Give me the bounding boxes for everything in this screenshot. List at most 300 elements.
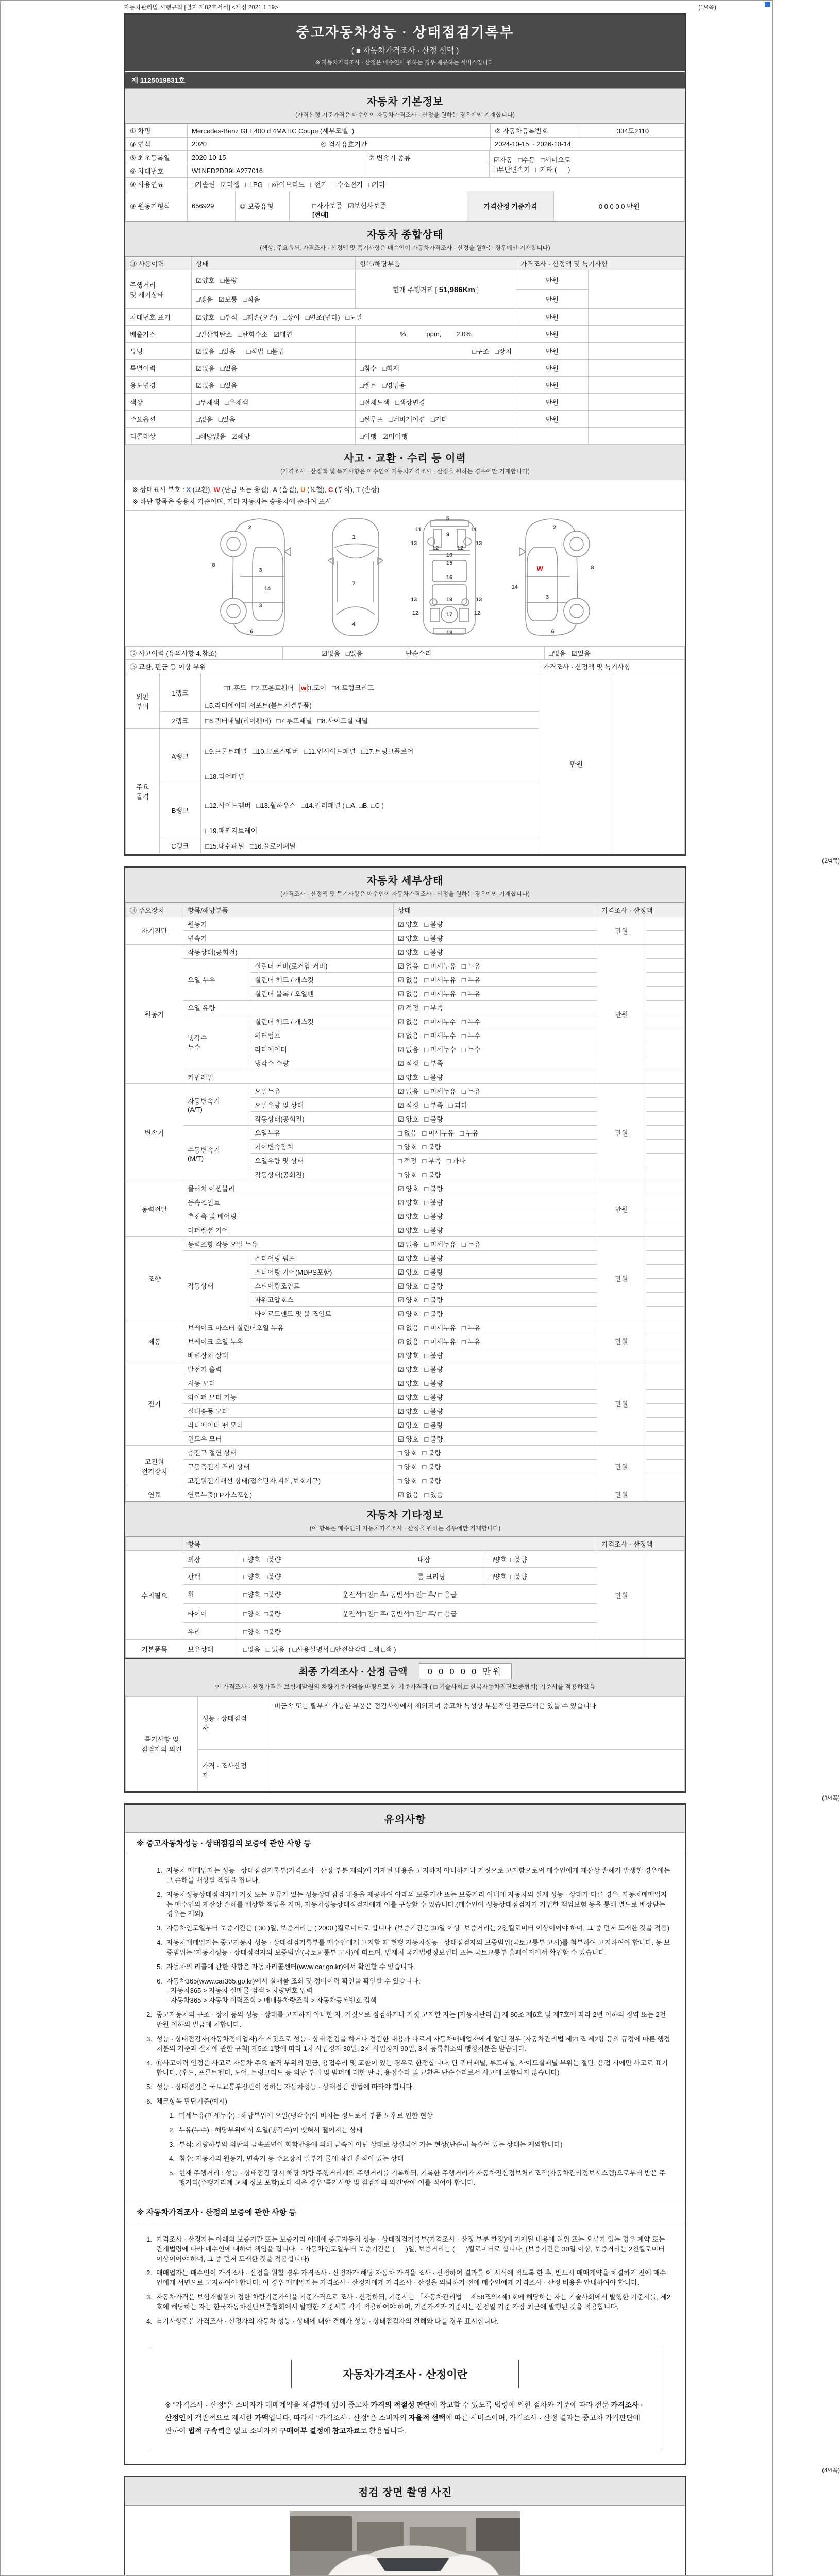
text-segment: 은 없고 소비자의 [224,2427,280,2435]
vin-label: ⑥ 차대번호 [126,164,188,178]
state-checkboxes: ☑ 양호 □ 불량 [394,931,597,945]
basic-info-table-row3 [125,150,685,178]
tr-element [126,138,685,151]
scrollbar-thumb[interactable] [765,2,770,7]
simple-repair-label: 단순수리 [401,647,545,660]
possession-state: □없음 □ 있음 ( □사용설명서 □안전삼각대 □잭 □잭 ) [239,1640,597,1658]
diagram-label: 7 [352,581,356,587]
rank2-items: □6.쿼터패널(리어휀더) □7.루프패널 □8.사이드실 패널 [201,712,539,729]
note-number: 5. [146,2083,152,2091]
inspector-label: 성능 · 상태점검 자 [198,1697,270,1750]
mileage-prefix: 현재 주행거리 [ [392,286,439,294]
note-item [140,2268,670,2288]
detail-state-header [125,868,685,903]
note-item [140,2097,670,2107]
status-symbol: T [356,486,360,494]
item-label: 실내송풍 모터 [183,1404,394,1418]
accident-history-subtitle: (가격조사 · 산정액 및 특기사항은 매수인이 자동차가격조사 · 산정을 원하는 경우에만 기재합니다) [280,469,530,475]
note-number: 2. [146,2011,152,2019]
emission-label: 배출가스 [126,326,192,343]
td-element [589,411,685,428]
mileage-price2: 만원 [516,290,589,309]
note-text: 자동차 매매업자는 성능 · 상태점검기록부(가격조사 · 산정 부분 제외)에 기재된 내용을 고지하지 아니하거나 거짓으로 고지함으로써 매수인에게 재산상 손해가 발생한 경우에는 그 손해를 배상할 책임을 집니다. [166,1867,673,1884]
section-box-4 [124,2476,686,2576]
item-label: 브레이크 오일 누유 [183,1334,394,1348]
overall-status-header [125,221,685,257]
note-cell [646,1334,685,1348]
tuning-price: 만원 [516,343,589,360]
item-label: 브레이크 마스터 실린더오일 누유 [183,1320,394,1334]
path-element [377,2558,449,2571]
note-number: 2. [146,2269,152,2277]
etc-info-subtitle: (이 항목은 매수인이 자동차가격조사 · 산정을 원하는 경우에만 기재합니다) [309,1526,501,1532]
diagram-label: 17 [446,611,453,618]
note-item [140,2235,670,2264]
note-text: 매매업자는 매수인이 가격조사 · 산정을 원할 경우 가격조사 · 산정자가 해당 자동차 가격을 조사 · 산정하여 결과를 이 서식에 적도록 한 후, 반드시 매매계약을 체결하기 전에 매수인에게 서면으로 고지하여야 합니다. 이 경우 매매업자는 가격조사 · 산정자에게 가격조사 · 산정을 의뢰하기 전에 매수인에게 가격조사 · 산정 비용을 안내하여야 합니다. [156,2269,666,2287]
note-number: 4. [157,1939,162,1947]
status-symbol-legend [125,480,685,496]
item-label: 실린더 커버(로커암 커버) [250,959,394,973]
tuning-state: ☑없음 □있음 □적법 □불법 [192,343,356,360]
col-usage-history: ⑪ 사용이력 [126,257,192,270]
state-checkboxes: ☑ 없음 □ 미세누유 □ 누유 [394,1320,597,1334]
item-label: 윈도우 모터 [183,1432,394,1446]
state-checkboxes: ☑ 적정 □ 부족 [394,1056,597,1070]
state-checkboxes: ☑ 양호 □ 불량 [394,945,597,959]
note-text: 자동차가격은 보험개발원이 정한 차량기준가액을 기준가격으로 조사 · 산정하되, 기준서는 「자동차관리법」 제58조의4제1호에 해당하는 자는 기술사회에서 발행한 기준서를, 제2호에 해당하는 자는 한국자동차진단보증협회에서 발행한 기준서를 각각 적용하여야 하며, 기준가격과 기준서는 산정일 기준 가장 최근에 발행된 것을 적용합니다. [156,2293,670,2311]
diagram-label: W [536,565,543,573]
circle-element [221,598,246,624]
item-label: 라디에이터 팬 모터 [183,1418,394,1432]
table-row [126,1446,685,1460]
note-text: 현재 주행거리 : 성능 · 상태점검 당시 해당 차량 주행거리계의 주행거리를 기록하되, 기록한 주행거리가 자동차전산정보처리조직(자동차관리정보시스템)으로부터 받은 주행거리(주행거리계 교체 정보 포함)보다 적은 경우 '특기사항 및 점검자의 의견'란에 이를 적어야 합니다. [179,2169,666,2187]
notices-subhead-2: ※ 자동차가격조사 · 산정의 보증에 관한 사항 등 [125,2201,685,2223]
basic-info-table-row1 [125,124,685,138]
car-diagram-left-side [210,516,300,638]
rank1-items-mid: 3.도어 □4.트렁크리드 [308,684,374,692]
note-cell [646,1404,685,1418]
rankB-label: B랭크 [160,783,201,837]
warranty-checkbox-text: □자가보증 ☑보험사보증 [312,202,387,210]
status-symbol-label: (판금 또는 용접), [220,486,273,494]
base-price-label: 가격산정 기준가격 [467,191,554,221]
exchange-repair-table [125,659,685,854]
text-segment: 로 활용됩니다. [360,2427,406,2435]
recall-label: 리콜대상 [126,428,192,445]
div-element [247,2465,840,2476]
diagram-label: 8 [591,565,594,571]
item-label: 오일 유량 [183,1001,394,1014]
note-number: 3. [169,2140,175,2148]
rank1-w-mark: w [299,684,308,692]
mileage-state2: □많음 ☑보통 □적음 [192,290,356,309]
tr-element [126,903,685,917]
etc-info-table [125,1537,685,1658]
text-segment: 이 객관적으로 제시한 [186,2413,255,2422]
state-checkboxes: ☑ 없음 □ 미세누수 □ 누수 [394,1028,597,1042]
td-element [589,360,685,377]
note-text: 가격조사 · 산정자는 아래의 보증기간 또는 보증거리 이내에 중고자동차 성능 · 상태점검기록부(가격조사 · 산정 부분 한정)에 기재된 내용에 허위 또는 오류가 있는 경우 계약 또는 관계법령에 따라 매수인에 대하여 책임을 집니다. · 자동차인도일부터 보증기간은 ( )일, 보증거리는 ( )킬로미터로 합니다. (보증기간은 30일 이상, 보증거리는 2천킬로미터 이상이어야 하며, 그 중 먼저 도래한 것을 적용합니다) [156,2235,667,2263]
device-group-label: 전기 [126,1362,183,1446]
diagram-label: 1 [352,534,356,540]
item-label: 시동 모터 [183,1376,394,1390]
usage-change-state: ☑없음 □있음 [192,377,356,394]
note-item [140,2082,670,2092]
note-cell [646,1432,685,1446]
rank1-label: 1랭크 [160,673,201,712]
tire-positions: 운전석□ 전□ 후/ 동반석□ 전□ 후/ □ 응급 [338,1604,597,1623]
note-text: 자동차인도일부터 보증기간은 ( 30 )일, 보증거리는 ( 2000 )킬로미터로 합니다. (보증기간은 30일 이상, 보증거리는 2천킬로미터 이상이어야 하며, 그 중 먼저 도래한 것을 적용) [166,1924,670,1933]
tr-element [126,360,685,377]
tbody-element [126,178,685,191]
reg-number-value: 334도2110 [581,124,685,138]
status-symbol: W [213,486,220,494]
tr-element [126,309,685,326]
item-label: 변속기 [183,931,394,945]
main-frame-group-label: 주요 골격 [126,729,160,854]
text-segment: 가액 [254,2413,269,2422]
tr-element [126,124,685,138]
state-checkboxes: ☑ 없음 □ 미세누수 □ 누수 [394,1042,597,1056]
basic-info-title: 자동차 기본정보 [366,96,444,108]
note-cell [646,931,685,945]
device-group-label: 동력전달 [126,1181,183,1237]
warranty-type-label: ⑩ 보증유형 [236,191,290,221]
notices-header [125,1805,685,1833]
fuel-label: ⑧ 사용연료 [126,178,188,191]
td-element [589,309,685,326]
basic-info-subtitle: (가격산정 기준가격은 매수인이 자동차가격조사 · 산정을 원하는 경우에만 기재합니다) [295,112,515,118]
note-text: 부식: 차량하부와 외판의 금속표면이 화학반응에 의해 금속이 아닌 상태로 상실되어 가는 현상(단순히 녹슬어 있는 상태는 제외합니다) [179,2140,563,2148]
status-symbol: A [272,486,278,494]
note-number: 3. [157,1924,162,1933]
device-group-label: 제동 [126,1320,183,1362]
price-cell: 만원 [597,1237,646,1320]
item-label: 실린더 헤드 / 개스킷 [250,1014,394,1028]
car-diagram-bottom [411,516,488,638]
rankA-line2: □18.리어패널 [205,773,245,781]
car-damage-diagrams [125,511,685,646]
etc-col-price: 가격조사 · 산정액 [597,1537,685,1551]
state-checkboxes: ☑ 양호 □ 불량 [394,1404,597,1418]
document-number: 제 1125019831호 [125,71,685,88]
note-cell [646,1140,685,1154]
first-reg-value: 2020-10-15 [188,151,364,164]
note-cell [646,1084,685,1098]
diagram-label: 5 [446,516,450,522]
item-label: 디퍼렌셜 기어 [183,1223,394,1237]
item-label: 구동축전지 격리 상태 [183,1460,394,1473]
tbody-element [126,1697,685,1791]
g-element [221,519,291,635]
options-items: □썬루프 □네비게이션 □기타 [356,411,516,428]
item-label: 냉각수 수량 [250,1056,394,1070]
text-segment: 자율적 선택 [408,2413,446,2422]
item-label: 파워고압호스 [250,1293,394,1307]
vin-mark-label: 차대번호 표기 [126,309,192,326]
note-cell [646,1237,685,1251]
vin-value: W1NFD2DB9LA277016 [188,164,364,178]
note-text: 성능 · 상태점검자(자동차정비업자)가 거짓으로 성능 · 상태 점검을 하거나 점검한 내용과 다르게 자동차매매업자에게 알린 경우 [자동차관리법 제21조 제2항 등의 규정에 따른 행정처분의 기준과 절차에 관한 규칙] 제5조 1항에 따라 1차 사업정지 30일, 2차 사업정지 90일, 3차 등록취소의 행정처분을 받습니다. [156,2035,670,2053]
note-cell [646,1320,685,1334]
opinion-group-label: 특기사항 및 점검자의 의견 [126,1697,198,1791]
note-cell [646,1001,685,1014]
note-cell [646,1418,685,1432]
model-year-label: ③ 연식 [126,138,188,151]
state-checkboxes: □ 적정 □ 부족 □ 과다 [394,1154,597,1167]
options-label: 주요옵션 [126,411,192,428]
status-symbol-label: (손상) [360,486,380,494]
note-text: 미세누유(미세누수) : 해당부위에 오일(냉각수)이 비치는 정도로서 부품 노후로 인한 현상 [179,2111,433,2120]
form-ref-text: 자동차관리법 시행규칙 [별지 제82호서식] <개정 2021.1.19> [124,5,278,11]
item-label: 원동기 [183,917,394,931]
item-label: 오일유량 및 상태 [250,1098,394,1112]
state-checkboxes: □ 양호 □ 불량 [394,1446,597,1460]
mileage-value: 51,986Km [439,285,475,294]
recall-state: □해당없음 ☑해당 [192,428,356,445]
diagram-label: 14 [264,585,271,592]
diagram-label: 13 [411,597,417,603]
path-element [519,548,526,556]
mileage-price1: 만원 [516,270,589,290]
state-checkboxes: ☑ 없음 □ 있음 [394,1487,597,1501]
basic-info-table-row5 [125,191,685,221]
note-item [162,2168,670,2188]
state-checkboxes: ☑ 없음 □ 미세누유 □ 누유 [394,959,597,973]
status-symbol-label: (요철), [305,486,328,494]
circle-element [428,538,435,545]
table-row [126,1487,685,1501]
status-symbol-label: (흠집), [277,486,300,494]
table-row [126,1237,685,1251]
state-checkboxes: □ 양호 □ 불량 [394,1473,597,1487]
tuning-items: □구조 □장치 [356,343,516,360]
final-price-band [125,1658,685,1696]
exterior-label: 외장 [183,1551,239,1568]
detail-state-subtitle: (가격조사 · 산정액 및 특기사항은 매수인이 자동차가격조사 · 산정을 원하는 경우에만 기재합니다) [280,891,530,897]
diagram-label: 8 [212,562,215,569]
state-checkboxes: ☑ 없음 □ 미세누유 □ 누유 [394,1237,597,1251]
circle-element [564,598,590,624]
note-text: 성능 · 상태점검은 국토교통부장관이 정하는 자동차성능 · 상태점검 방법에 따라야 합니다. [156,2083,414,2091]
engine-type-label: ⑨ 원동기형식 [126,191,188,221]
item-label: 발전기 출력 [183,1362,394,1376]
note-cell [646,1487,685,1501]
overall-status-title: 자동차 종합상태 [366,229,444,241]
fuel-checkboxes: □가솔린 ☑디젤 □LPG □하이브리드 □전기 □수소전기 □기타 [188,178,685,191]
sub-group-label: 수동변속기 (M/T) [183,1126,250,1181]
basic-info-table-row2 [125,137,685,151]
note-cell [646,945,685,959]
tr-element [126,326,685,343]
note-cell [646,987,685,1001]
note-text: 중고자동차의 구조 · 장치 등의 성능 · 상태를 고지하지 아니한 자, 거짓으로 점검하거나 거짓 고지한 자는 [자동차관리법] 제 80조 제6호 및 제7호에 따라 2년 이하의 징역 또는 2천만원 이하의 벌금에 처합니다. [156,2011,666,2028]
note-cell [646,1154,685,1167]
item-label: 커먼레일 [183,1070,394,1084]
tbody-element [126,138,685,151]
tire-state: □양호 □불량 [239,1604,338,1623]
state-checkboxes: ☑ 양호 □ 불량 [394,1195,597,1209]
car-right-side-svg [510,516,600,638]
tr-element [126,1537,685,1551]
repair-price: 만원 [597,1551,646,1640]
note-text: 자동차의 리콜에 관한 사항은 자동차리콜센터(www.car.go.kr)에서 확인할 수 있습니다. [166,1962,415,1971]
item-label: 타이로드엔드 및 볼 조인트 [250,1307,394,1320]
note-cell [646,1209,685,1223]
tuning-label: 튜닝 [126,343,192,360]
state-checkboxes: ☑ 양호 □ 불량 [394,1376,597,1390]
state-checkboxes: ☑ 없음 □ 미세누수 □ 누수 [394,1014,597,1028]
note-cell [646,1112,685,1126]
device-group-label: 변속기 [126,1084,183,1181]
state-checkboxes: ☑ 양호 □ 불량 [394,1070,597,1084]
table-row [126,1181,685,1195]
page-marker-2: (2/4쪽) [822,858,840,865]
simple-repair-state: □없음 ☑있음 [545,647,685,660]
document-note: ※ 자동차가격조사 · 산정은 매수인이 원하는 경우 제공하는 서비스입니다. [315,60,495,66]
note-cell [646,1265,685,1279]
text-segment: ※ "가격조사 · 산정"은 소비자가 매매계약을 체결함에 있어 중고차 [165,2400,371,2409]
appraiser-opinion [270,1750,685,1791]
mileage-state1: ☑양호 □불량 [192,270,356,290]
diagram-label: 19 [446,597,453,603]
note-cell [646,1056,685,1070]
note-text: ⑫사고이력 인정은 사고로 자동차 주요 골격 부위의 판금, 용접수리 및 교환이 있는 경우로 한정합니다. 단 쿼터패널, 루프패널, 사이드실패널 부위는 절단, 용접 시에만 사고로 표기합니다. (후드, 프론트펜더, 도어, 트렁크리드 등 외판 부위 및 범퍼에 대한 판금, 용접수리 및 교환은 단순수리로서 사고에 포함되지 않습니다) [156,2059,668,2077]
rect-element [430,608,440,622]
car-diagram-right-side [510,516,600,638]
item-label: 오일누유 [250,1084,394,1098]
note-cell [646,1070,685,1084]
status-symbol: C [328,486,333,494]
item-label: 스티어링조인트 [250,1279,394,1293]
item-label: 와이퍼 모터 기능 [183,1390,394,1404]
price-cell: 만원 [597,1446,646,1487]
diagram-label: 12 [412,610,419,617]
item-label: 등속조인트 [183,1195,394,1209]
tr-element [126,647,685,660]
accident-history-state: ☑없음 □있음 [283,647,401,660]
current-mileage [356,270,516,309]
rank1-items [201,673,539,712]
note-item [162,2126,670,2136]
note-item [150,1866,673,1886]
diagram-label: 6 [551,628,555,635]
notices-title: 유의사항 [384,1814,426,1825]
item-label: 추진축 및 베어링 [183,1209,394,1223]
rect-element [290,2516,352,2551]
device-group-label: 연료 [126,1487,183,1501]
td-element [516,428,589,445]
div-element [247,856,840,866]
rankA-line1: □9.프론트패널 □10.크로스멤버 □11.인사이드패널 □17.트렁크플로어 [205,748,414,755]
note-number: 6. [146,2097,152,2106]
note-item [162,2140,670,2150]
note-number: 1. [169,2111,175,2120]
state-checkboxes: □ 양호 □ 불량 [394,1460,597,1473]
state-checkboxes: ☑ 양호 □ 불량 [394,1418,597,1432]
photos-header [125,2477,685,2506]
note-cell [646,1042,685,1056]
note-cell [646,1460,685,1473]
note-item [140,2010,670,2030]
car-diagram-top [322,516,389,638]
rankB-items [201,783,539,837]
text-segment: 구매여부 결정에 참고자료 [279,2427,360,2435]
detail-rows [126,917,685,1501]
price-cell: 만원 [597,1181,646,1237]
text-segment: 가격의 적절성 판단 [371,2400,431,2409]
final-price-value: 0 0 0 0 0 만원 [419,1663,512,1679]
status-symbol: U [300,486,306,494]
rank-price: 만원 [539,673,614,854]
g-element [519,519,590,635]
item-label: 작동상태(공회전) [250,1167,394,1181]
photos-title: 점검 장면 촬영 사진 [358,2487,452,2499]
circle-element [462,599,469,606]
photo-area [125,2506,685,2576]
note-cell [646,1195,685,1209]
sub-group-label: 오일 누유 [183,959,250,1001]
possession-label: 보유상태 [183,1640,239,1658]
emission-state: □일산화탄소 □탄화수소 ☑매연 [192,326,356,343]
note-number: 2. [157,1890,162,1899]
note-number: 3. [146,2293,152,2301]
tbody-element [126,124,685,138]
col-state: 상태 [192,257,356,270]
warranty-provider: [현대] [312,211,329,218]
transmission-label: ⑦ 변속기 종류 [364,151,490,164]
mileage-suffix: ] [475,286,479,294]
col-item: 항목/해당부품 [183,903,394,917]
note-item [150,1890,670,1920]
table-row [126,945,685,959]
note-cell [646,1362,685,1376]
state-checkboxes: ☑ 없음 □ 미세누유 □ 누유 [394,1334,597,1348]
sub-group-label: 작동상태 [183,1251,250,1320]
note-cell [646,1376,685,1390]
state-checkboxes: ☑ 양호 □ 불량 [394,1181,597,1195]
price-cell: 만원 [597,1487,646,1501]
rect-element [459,608,468,622]
item-label: 스티어링 펌프 [250,1251,394,1265]
tbody-element [126,660,685,854]
notices-subhead-1: ※ 중고자동차성능 · 상태점검의 보증에 관한 사항 등 [125,1833,685,1854]
rankB-line2: □19.패키지트레이 [205,827,258,835]
final-price-note: 이 가격조사 · 산정가격은 보험개발원의 차량기준가액을 바탕으로 한 기준가격과 ( □ 기술사회,□ 한국자동차진단보증협회) 기준서를 적용하였음 [215,1683,595,1690]
note-number: 4. [169,2155,175,2163]
wheel-state: □양호 □불량 [239,1585,338,1604]
note-cell [646,1014,685,1028]
page-marker-4: (4/4쪽) [822,2468,840,2475]
td-element [597,1640,646,1658]
diagram-label: 16 [446,574,453,581]
item-label: 기어변속장치 [250,1140,394,1154]
note-text: 자동차매매업자는 중고자동차 성능 · 상태점검기록부를 매수인에게 고지할 때 현행 자동차성능 · 상태점검자의 보증범위(국토교통부 고시)를 첨부하여 고지하여야 합니다. 동 보증범위는 '자동차성능 · 상태점검자의 보증범위'(국토교통부 고시)에 따르며, 법제처 국가법령정보센터 또는 국토교통부 홈페이지에서 확인할 수 있습니다. [166,1939,670,1956]
rankA-items [201,729,539,783]
detail-state-table [125,903,685,1501]
inspection-period-value: 2024-10-15 ~ 2026-10-14 [491,138,685,151]
glass-label: 유리 [183,1623,239,1640]
device-group-label: 고전원 전기장치 [126,1446,183,1487]
tr-element [126,428,685,445]
diagram-label: 15 [446,560,453,566]
state-checkboxes: ☑ 없음 □ 미세누유 □ 누유 [394,973,597,987]
document-title: 중고자동차성능 · 상태점검기록부 [296,25,514,40]
notices-list-1 [125,1854,685,2201]
state-checkboxes: ☑ 양호 □ 불량 [394,1293,597,1307]
tr-element [126,270,685,290]
item-label: 클러치 어셈블리 [183,1181,394,1195]
